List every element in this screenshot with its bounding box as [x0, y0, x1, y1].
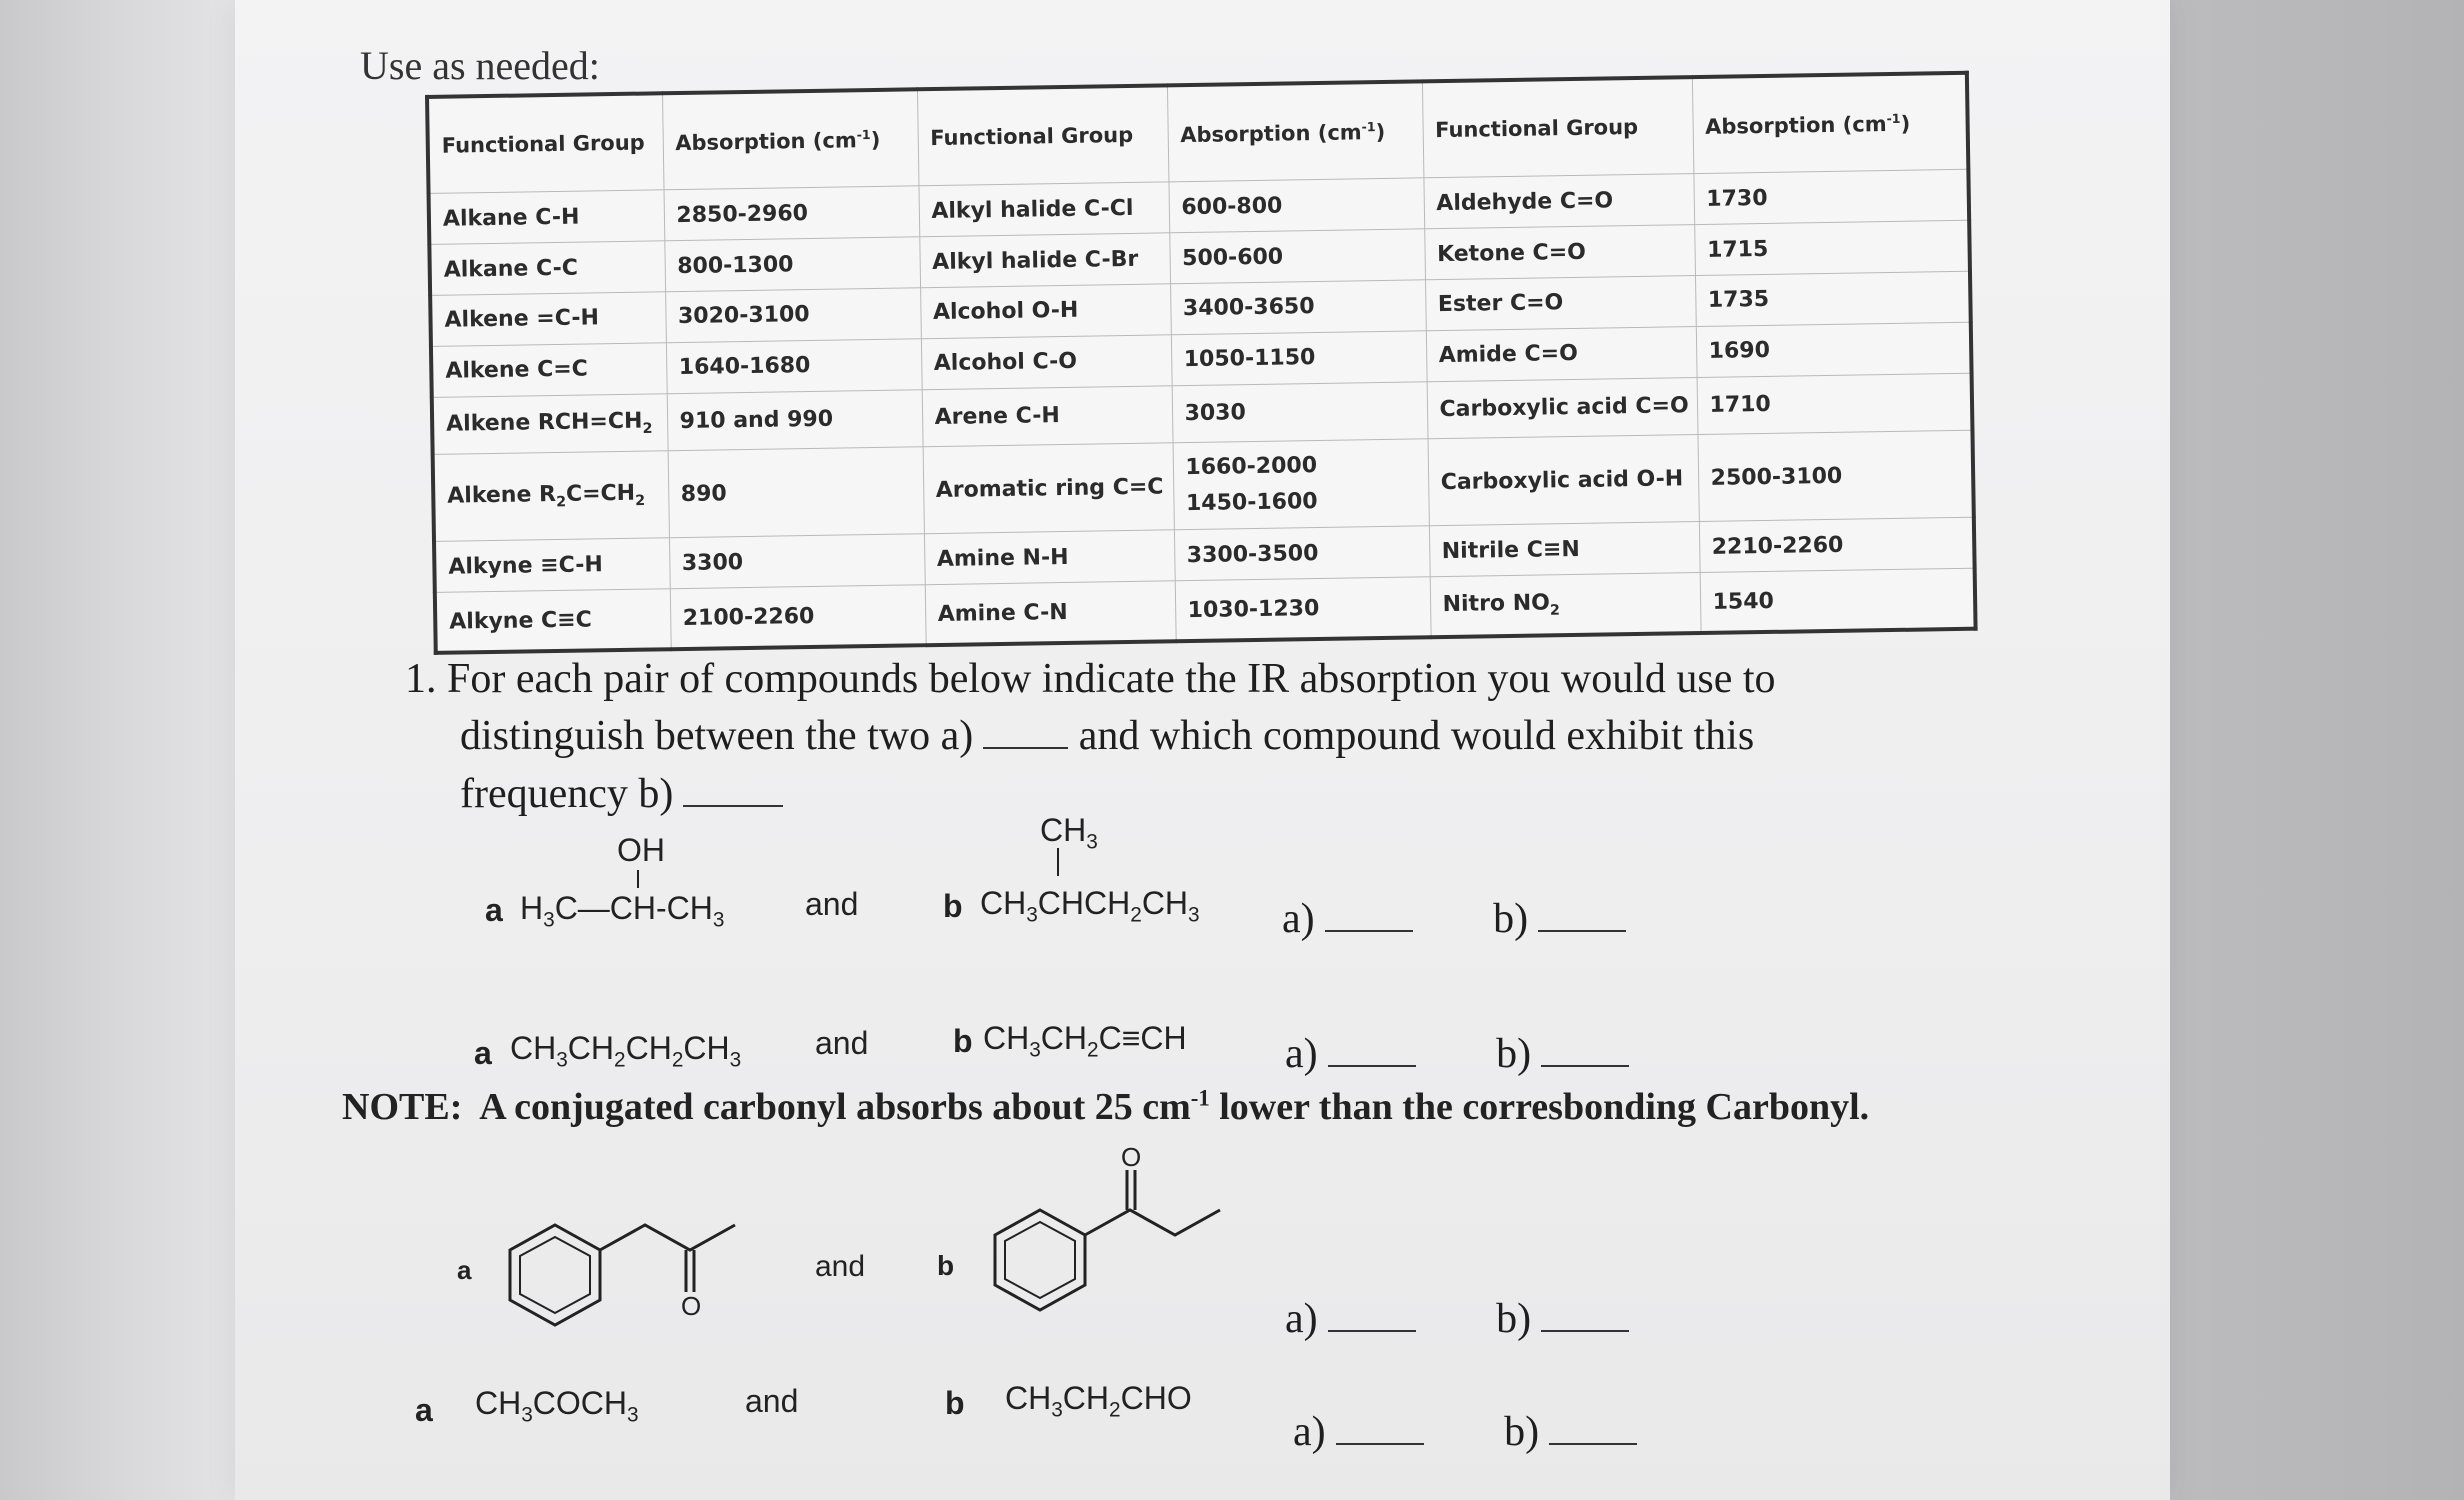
answer-b-label: b) — [1496, 1296, 1532, 1342]
pair3-oxygen-a: O — [681, 1291, 702, 1321]
pair1-oh-label: OH — [617, 832, 665, 868]
answer-b-label: b) — [1496, 1031, 1532, 1077]
header-functional-group: Functional Group — [917, 85, 1168, 186]
answer-b-blank[interactable] — [1541, 1322, 1629, 1332]
absorption-cell: 910 and 990 — [667, 389, 923, 450]
pair1-label-a: a — [485, 892, 503, 928]
pair1-answers — [1282, 895, 1626, 943]
answer-a-blank[interactable] — [1328, 1322, 1416, 1332]
functional-group-cell: Alkyne ≡C-H — [434, 538, 670, 593]
functional-group-cell: Aromatic ring C=C — [923, 443, 1174, 534]
absorption-cell: 3030 — [1172, 382, 1428, 443]
pair1-and: and — [805, 886, 859, 922]
absorption-cell: 500-600 — [1169, 229, 1425, 284]
pair4-and: and — [745, 1383, 799, 1419]
absorption-cell: 1730 — [1693, 170, 1969, 225]
functional-group-cell: Alkene =C-H — [430, 292, 666, 347]
absorption-cell: 3400-3650 — [1170, 280, 1426, 335]
functional-group-cell: Nitro $NO_2$ — [1430, 573, 1701, 638]
pair2-and: and — [815, 1025, 869, 1061]
functional-group-cell: Alkene $R_2C=CH_2$ — [433, 451, 669, 542]
functional-group-cell: Alkene C=C — [431, 343, 667, 398]
pair1-ch3-label: $CH_3$ — [1040, 812, 1098, 854]
answer-a-label: a) — [1285, 1031, 1318, 1077]
answer-b-blank[interactable] — [1538, 922, 1626, 932]
absorption-cell: 3020-3100 — [665, 288, 921, 343]
header-absorption: Absorption $(cm^{-1})$ — [1167, 81, 1423, 182]
functional-group-cell: Alkane C-H — [429, 190, 665, 245]
absorption-cell: 1715 — [1694, 220, 1970, 275]
functional-group-cell: Nitrile C≡N — [1429, 522, 1700, 577]
pair1-formula-a: $H_3C—CH-CH_3$ — [520, 890, 725, 932]
header-functional-group: Functional Group — [1422, 77, 1693, 178]
functional-group-cell: Ketone C=O — [1424, 225, 1695, 280]
pair3-oxygen-b: O — [1121, 1142, 1142, 1172]
answer-b-blank[interactable] — [1549, 1435, 1637, 1445]
absorption-cell: 1735 — [1695, 271, 1971, 326]
pair2-label-b: b — [953, 1023, 973, 1059]
absorption-cell: 890 — [668, 447, 924, 538]
question-line-2b: and which compound would exhibit this — [1078, 713, 1755, 759]
functional-group-cell: Alkene $RCH=CH_2$ — [432, 393, 668, 454]
answer-a-blank[interactable] — [1328, 1057, 1416, 1067]
absorption-cell: 2500-3100 — [1697, 430, 1973, 521]
absorption-cell: 1030-1230 — [1175, 577, 1431, 641]
answer-a-blank[interactable] — [1336, 1435, 1424, 1445]
functional-group-cell: Ester C=O — [1425, 276, 1696, 331]
answer-b-blank[interactable] — [1541, 1057, 1629, 1067]
absorption-cell: 1540 — [1700, 568, 1976, 633]
absorption-cell: 1660-2000 1450-1600 — [1173, 439, 1429, 530]
pair4-label-b: b — [945, 1385, 965, 1421]
pair1-formula-b: $CH_3CHCH_2CH_3$ — [980, 885, 1200, 927]
functional-group-cell: Arene C-H — [922, 386, 1173, 447]
functional-group-cell: Amine C-N — [925, 581, 1176, 645]
functional-group-cell: Amide C=O — [1426, 326, 1697, 381]
conjugation-note: NOTE: A conjugated carbonyl absorbs about 25 $cm^{-1}$ lower than the corresbonding Carbonyl. — [342, 1085, 1870, 1128]
absorption-cell: 2850-2960 — [664, 186, 920, 241]
ir-absorption-table — [425, 71, 1978, 655]
pair4-label-a: a — [415, 1392, 433, 1428]
answer-a-blank[interactable] — [1325, 922, 1413, 932]
pair1-label-b: b — [943, 888, 963, 924]
pair4-formula-b: $CH_3CH_2CHO$ — [1005, 1380, 1192, 1422]
functional-group-cell: Alkane C-C — [429, 241, 665, 296]
functional-group-cell: Alcohol O-H — [920, 284, 1171, 339]
absorption-cell: 1710 — [1697, 373, 1973, 435]
question-line-3 — [460, 770, 783, 818]
pair4-answers — [1293, 1408, 1637, 1456]
pair2-label-a: a — [474, 1035, 492, 1071]
absorption-cell: 800-1300 — [664, 237, 920, 292]
absorption-cell: 3300-3500 — [1174, 526, 1430, 581]
pair1-ch3-bond — [1057, 848, 1059, 876]
pair3-structure-a — [500, 1180, 760, 1330]
functional-group-cell: Amine N-H — [924, 530, 1175, 585]
absorption-cell: 1690 — [1696, 322, 1972, 377]
question-line-2 — [460, 712, 1754, 760]
absorption-cell: 2100-2260 — [670, 585, 926, 649]
answer-b-label: b) — [1493, 896, 1529, 942]
answer-a-label: a) — [1285, 1296, 1318, 1342]
pair3-answers — [1285, 1295, 1629, 1343]
functional-group-cell: Carboxylic acid O-H — [1428, 435, 1699, 526]
pair2-answers — [1285, 1030, 1629, 1078]
absorption-cell: 1050-1150 — [1171, 331, 1427, 386]
functional-group-cell: Alkyne C≡C — [435, 589, 671, 653]
question-line-1: 1. For each pair of compounds below indicate the IR absorption you would use to — [405, 656, 1776, 702]
absorption-cell: 1640-1680 — [666, 339, 922, 394]
pair3-structure-b — [985, 1140, 1245, 1325]
functional-group-cell: Alkyl halide C-Cl — [918, 182, 1169, 237]
pair3-and: and — [815, 1250, 866, 1283]
functional-group-cell: Carboxylic acid C=O — [1427, 377, 1698, 439]
pair3-label-b: b — [937, 1250, 955, 1281]
pair3-label-a: a — [457, 1255, 472, 1285]
functional-group-cell: Aldehyde C=O — [1423, 174, 1694, 229]
pair4-formula-a: $CH_3COCH_3$ — [475, 1385, 639, 1427]
absorption-cell: 2210-2260 — [1699, 517, 1975, 572]
header-absorption: Absorption $(cm^{-1})$ — [1692, 73, 1968, 174]
question-line-3-text: frequency b) — [460, 771, 674, 817]
question-line-2a: distinguish between the two a) — [460, 713, 974, 759]
blank — [683, 797, 783, 807]
pair2-formula-a: $CH_3CH_2CH_2CH_3$ — [510, 1030, 742, 1072]
pair2-formula-b: $CH_3CH_2C\equiv CH$ — [983, 1020, 1187, 1062]
answer-a-label: a) — [1293, 1409, 1326, 1455]
blank — [983, 739, 1068, 749]
answer-b-label: b) — [1504, 1409, 1540, 1455]
absorption-cell: 600-800 — [1168, 178, 1424, 233]
header-functional-group: Functional Group — [427, 93, 663, 194]
pair1-oh-bond — [637, 870, 639, 888]
functional-group-cell: Alcohol C-O — [921, 335, 1172, 390]
use-as-needed-heading: Use as needed: — [360, 43, 600, 88]
functional-group-cell: Alkyl halide C-Br — [919, 233, 1170, 288]
absorption-cell: 3300 — [669, 534, 925, 589]
header-absorption: Absorption $(cm^{-1})$ — [662, 89, 918, 190]
answer-a-label: a) — [1282, 896, 1315, 942]
